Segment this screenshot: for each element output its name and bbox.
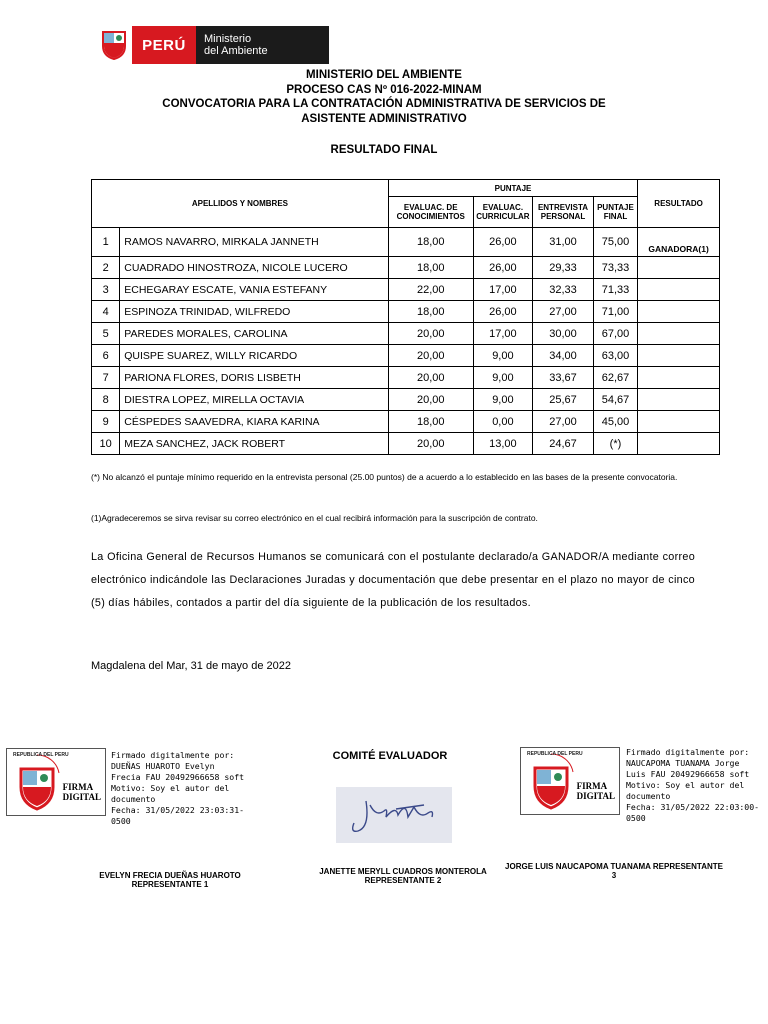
sig-line: Frecia FAU 20492966658 soft	[111, 772, 245, 782]
heading-line2: PROCESO CAS Nº 016-2022-MINAM	[286, 84, 482, 96]
body-paragraph: La Oficina General de Recursos Humanos se comunicará con el postulante declarado/a GANADOR/A mediante correo electrónico indicándole las Declaraciones Juradas y documentación que debe presentar en el plazo no mayor de cinco (5) días hábiles, contados a partir del día siguiente de la publicación de los resultados.	[91, 551, 695, 609]
committee-title: COMITÉ EVALUADOR	[332, 750, 448, 762]
sig-line: documento	[626, 791, 671, 801]
result-cell	[638, 323, 720, 345]
score-final: 67,00	[593, 323, 637, 345]
score-entrevista: 31,00	[533, 228, 594, 257]
sig-line: Fecha: 31/05/2022 22:03:00-0500	[626, 802, 760, 823]
table-row	[92, 433, 720, 455]
heading-line4: ASISTENTE ADMINISTRATIVO	[301, 113, 467, 125]
sig-line: Motivo: Soy el autor del	[111, 783, 230, 793]
ministry-name	[196, 26, 329, 64]
score-entrevista: 32,33	[533, 279, 594, 301]
table-row	[92, 411, 720, 433]
results-table	[91, 179, 720, 455]
candidate-name: PARIONA FLORES, DORIS LISBETH	[120, 367, 389, 389]
digital-signature-stamp-left	[6, 748, 106, 816]
firma-line1: FIRMA	[62, 782, 94, 792]
header-text: CONOCIMIENTOS	[396, 212, 465, 221]
score-entrevista: 27,00	[533, 301, 594, 323]
sig-line: Luis FAU 20492966658 soft	[626, 769, 750, 779]
row-number: 9	[92, 411, 120, 433]
result-cell	[638, 345, 720, 367]
seal-icon	[525, 750, 577, 812]
score-entrevista: 34,00	[533, 345, 594, 367]
header-puntaje: PUNTAJE	[388, 180, 637, 197]
row-number: 8	[92, 389, 120, 411]
candidate-name: RAMOS NAVARRO, MIRKALA JANNETH	[120, 228, 389, 257]
score-final: 71,33	[593, 279, 637, 301]
header-eval-conocimientos	[388, 197, 473, 228]
score-entrevista: 25,67	[533, 389, 594, 411]
header-text: EVALUAC.	[482, 203, 524, 212]
score-curricular: 26,00	[473, 301, 533, 323]
candidate-name: CÉSPEDES SAAVEDRA, KIARA KARINA	[120, 411, 389, 433]
signature-info-right	[626, 747, 766, 824]
row-number: 4	[92, 301, 120, 323]
rep-role: REPRESENTANTE 1	[131, 880, 209, 889]
table-row	[92, 279, 720, 301]
ministry-logo	[96, 26, 329, 64]
heading-line1: MINISTERIO DEL AMBIENTE	[306, 69, 462, 81]
score-conocimientos: 20,00	[388, 367, 473, 389]
peru-brand: PERÚ	[132, 26, 196, 64]
coat-of-arms-icon	[96, 26, 132, 64]
handwritten-signature	[336, 787, 452, 843]
score-final: 75,00	[593, 228, 637, 257]
representative-1	[80, 871, 260, 889]
header-text: PUNTAJE	[597, 203, 634, 212]
table-row	[92, 228, 720, 257]
score-entrevista: 33,67	[533, 367, 594, 389]
sig-line: NAUCAPOMA TUANAMA Jorge	[626, 758, 740, 768]
date-line: Magdalena del Mar, 31 de mayo de 2022	[91, 660, 291, 672]
rep-role: REPRESENTANTE 2	[364, 876, 442, 885]
result-cell	[638, 257, 720, 279]
row-number: 6	[92, 345, 120, 367]
page-subtitle: RESULTADO FINAL	[330, 144, 438, 156]
candidate-name: PAREDES MORALES, CAROLINA	[120, 323, 389, 345]
score-curricular: 17,00	[473, 323, 533, 345]
result-cell	[638, 433, 720, 455]
signature-scribble-icon	[336, 787, 452, 843]
table-row	[92, 345, 720, 367]
seal-icon	[11, 751, 63, 813]
header-puntaje-final	[593, 197, 637, 228]
score-final: 45,00	[593, 411, 637, 433]
score-final: 63,00	[593, 345, 637, 367]
table-row	[92, 301, 720, 323]
note-asterisk: (*) No alcanzó el puntaje mínimo requerido en la entrevista personal (25.00 puntos) de a acuerdo a lo establecido en las bases de la presente convocatoria.	[91, 472, 678, 482]
result-cell	[638, 389, 720, 411]
score-conocimientos: 22,00	[388, 279, 473, 301]
result-cell	[638, 301, 720, 323]
representative-3	[500, 862, 728, 880]
score-curricular: 0,00	[473, 411, 533, 433]
candidate-name: DIESTRA LOPEZ, MIRELLA OCTAVIA	[120, 389, 389, 411]
digital-signature-stamp-right	[520, 747, 620, 815]
candidate-name: ECHEGARAY ESCATE, VANIA ESTEFANY	[120, 279, 389, 301]
result-cell: GANADORA(1)	[638, 228, 720, 257]
score-curricular: 9,00	[473, 345, 533, 367]
header-resultado: RESULTADO	[638, 180, 720, 228]
header-text: PERSONAL	[540, 212, 586, 221]
firma-line2: DIGITAL	[62, 792, 101, 802]
rep-name: JANETTE MERYLL CUADROS MONTEROLA	[319, 867, 487, 876]
seal-label: REPUBLICA DEL PERU	[527, 751, 583, 757]
firma-digital-label	[63, 782, 101, 802]
sig-line: Firmado digitalmente por:	[111, 750, 235, 760]
sig-line: Fecha: 31/05/2022 23:03:31-0500	[111, 805, 245, 826]
representative-2	[310, 867, 496, 885]
sig-line: DUEÑAS HUAROTO Evelyn	[111, 761, 215, 771]
heading-line3: CONVOCATORIA PARA LA CONTRATACIÓN ADMINISTRATIVA DE SERVICIOS DE	[162, 98, 606, 110]
header-text: ENTREVISTA	[537, 203, 589, 212]
candidate-name: MEZA SANCHEZ, JACK ROBERT	[120, 433, 389, 455]
candidate-name: QUISPE SUAREZ, WILLY RICARDO	[120, 345, 389, 367]
row-number: 7	[92, 367, 120, 389]
score-entrevista: 24,67	[533, 433, 594, 455]
score-conocimientos: 20,00	[388, 433, 473, 455]
rep-role: 3	[611, 871, 617, 880]
score-conocimientos: 20,00	[388, 345, 473, 367]
table-row	[92, 323, 720, 345]
row-number: 10	[92, 433, 120, 455]
firma-digital-label	[577, 781, 615, 801]
rep-name: JORGE LUIS NAUCAPOMA TUANAMA REPRESENTANTE	[505, 862, 723, 871]
score-final: (*)	[593, 433, 637, 455]
score-conocimientos: 18,00	[388, 301, 473, 323]
table-row	[92, 257, 720, 279]
row-number: 2	[92, 257, 120, 279]
header-text: EVALUAC. DE	[403, 203, 458, 212]
header-text: CURRICULAR	[476, 212, 530, 221]
score-curricular: 9,00	[473, 389, 533, 411]
firma-line2: DIGITAL	[576, 791, 615, 801]
score-final: 62,67	[593, 367, 637, 389]
row-number: 3	[92, 279, 120, 301]
row-number: 5	[92, 323, 120, 345]
ministry-line2: del Ambiente	[204, 45, 268, 57]
score-conocimientos: 20,00	[388, 389, 473, 411]
firma-line1: FIRMA	[576, 781, 608, 791]
score-curricular: 17,00	[473, 279, 533, 301]
score-curricular: 26,00	[473, 257, 533, 279]
row-number: 1	[92, 228, 120, 257]
sig-line: documento	[111, 794, 156, 804]
result-cell	[638, 367, 720, 389]
candidate-name: ESPINOZA TRINIDAD, WILFREDO	[120, 301, 389, 323]
score-curricular: 9,00	[473, 367, 533, 389]
score-entrevista: 29,33	[533, 257, 594, 279]
candidate-name: CUADRADO HINOSTROZA, NICOLE LUCERO	[120, 257, 389, 279]
score-curricular: 13,00	[473, 433, 533, 455]
signature-info-left	[111, 750, 261, 827]
score-entrevista: 30,00	[533, 323, 594, 345]
header-entrevista	[533, 197, 594, 228]
table-row	[92, 389, 720, 411]
score-conocimientos: 20,00	[388, 323, 473, 345]
sig-line: Firmado digitalmente por:	[626, 747, 750, 757]
score-entrevista: 27,00	[533, 411, 594, 433]
sig-line: Motivo: Soy el autor del	[626, 780, 745, 790]
header-text: FINAL	[603, 212, 628, 221]
ministry-line1: Ministerio	[204, 33, 252, 45]
seal-label: REPUBLICA DEL PERU	[13, 752, 69, 758]
score-conocimientos: 18,00	[388, 411, 473, 433]
header-names: APELLIDOS Y NOMBRES	[92, 180, 389, 228]
score-final: 73,33	[593, 257, 637, 279]
score-conocimientos: 18,00	[388, 257, 473, 279]
rep-name: EVELYN FRECIA DUEÑAS HUAROTO	[99, 871, 241, 880]
table-row	[92, 367, 720, 389]
score-final: 71,00	[593, 301, 637, 323]
header-eval-curricular	[473, 197, 533, 228]
result-cell	[638, 411, 720, 433]
score-conocimientos: 18,00	[388, 228, 473, 257]
result-cell	[638, 279, 720, 301]
score-final: 54,67	[593, 389, 637, 411]
table-header-row	[92, 180, 720, 197]
note-one: (1)Agradeceremos se sirva revisar su correo electrónico en el cual recibirá información para la suscripción de contrato.	[91, 513, 538, 523]
score-curricular: 26,00	[473, 228, 533, 257]
